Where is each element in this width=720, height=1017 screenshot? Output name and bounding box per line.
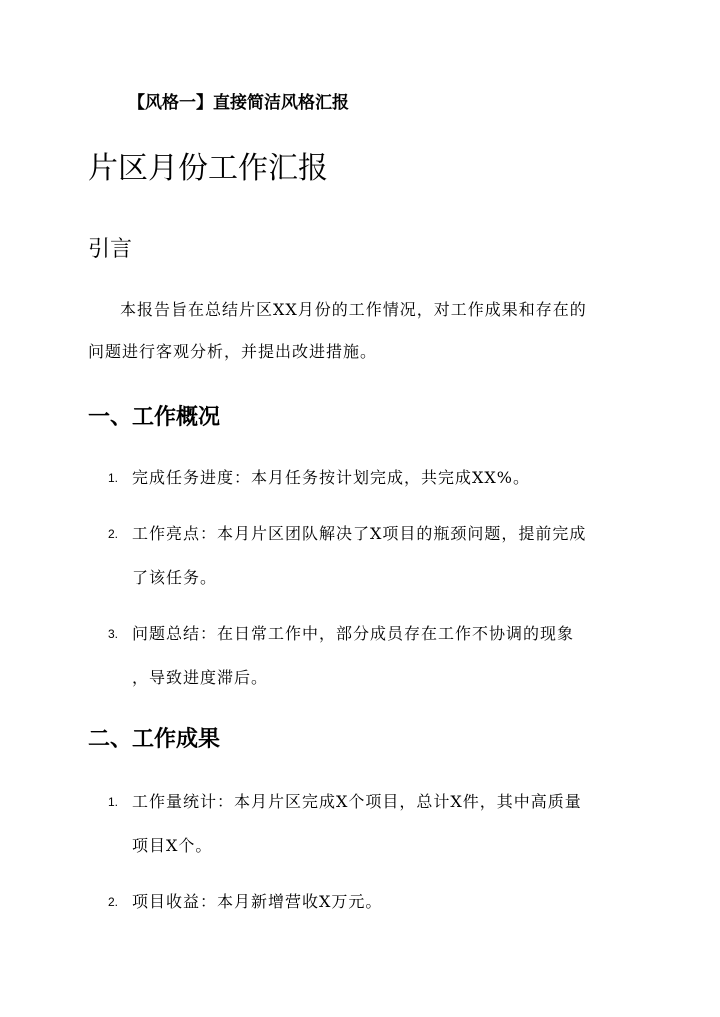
section1-heading: 一、工作概况	[88, 404, 221, 430]
intro-heading: 引言	[88, 237, 133, 262]
list-item-line: 工作亮点：本月片区团队解决了X项目的瓶颈问题，提前完成	[132, 524, 587, 543]
list-item-line: 完成任务进度：本月任务按计划完成，共完成XX%。	[132, 468, 530, 487]
list-number: 1.	[108, 795, 119, 809]
list-item-line: 问题总结：在日常工作中，部分成员存在工作不协调的现象	[132, 624, 575, 643]
list-item-line: 项目收益：本月新增营收X万元。	[132, 892, 383, 911]
list-number: 1.	[108, 471, 119, 485]
list-item-line: ，导致进度滞后。	[132, 668, 269, 687]
intro-line: 问题进行客观分析，并提出改进措施。	[88, 342, 378, 361]
list-item	[108, 456, 638, 500]
intro-paragraph	[88, 289, 636, 373]
section2-heading: 二、工作成果	[88, 726, 221, 752]
list-item-line: 了该任务。	[132, 568, 218, 587]
list-number: 2.	[108, 895, 119, 909]
list-number: 3.	[108, 627, 119, 641]
list-number: 2.	[108, 527, 119, 541]
list-item-line: 工作量统计：本月片区完成X个项目，总计X件，其中高质量	[132, 792, 582, 811]
list-item	[108, 780, 638, 868]
list-item	[108, 512, 638, 600]
style-label: 【风格一】直接简洁风格汇报	[128, 93, 349, 113]
list-item	[108, 880, 638, 924]
list-item-text	[108, 512, 638, 600]
list-item-text	[108, 612, 638, 700]
document-title: 片区月份工作汇报	[88, 151, 328, 186]
intro-line: 本报告旨在总结片区XX月份的工作情况，对工作成果和存在的	[120, 300, 587, 319]
list-item	[108, 612, 638, 700]
list-item-text	[108, 880, 638, 924]
list-item-text	[108, 780, 638, 868]
list-item-text	[108, 456, 638, 500]
list-item-line: 项目X个。	[132, 836, 213, 855]
